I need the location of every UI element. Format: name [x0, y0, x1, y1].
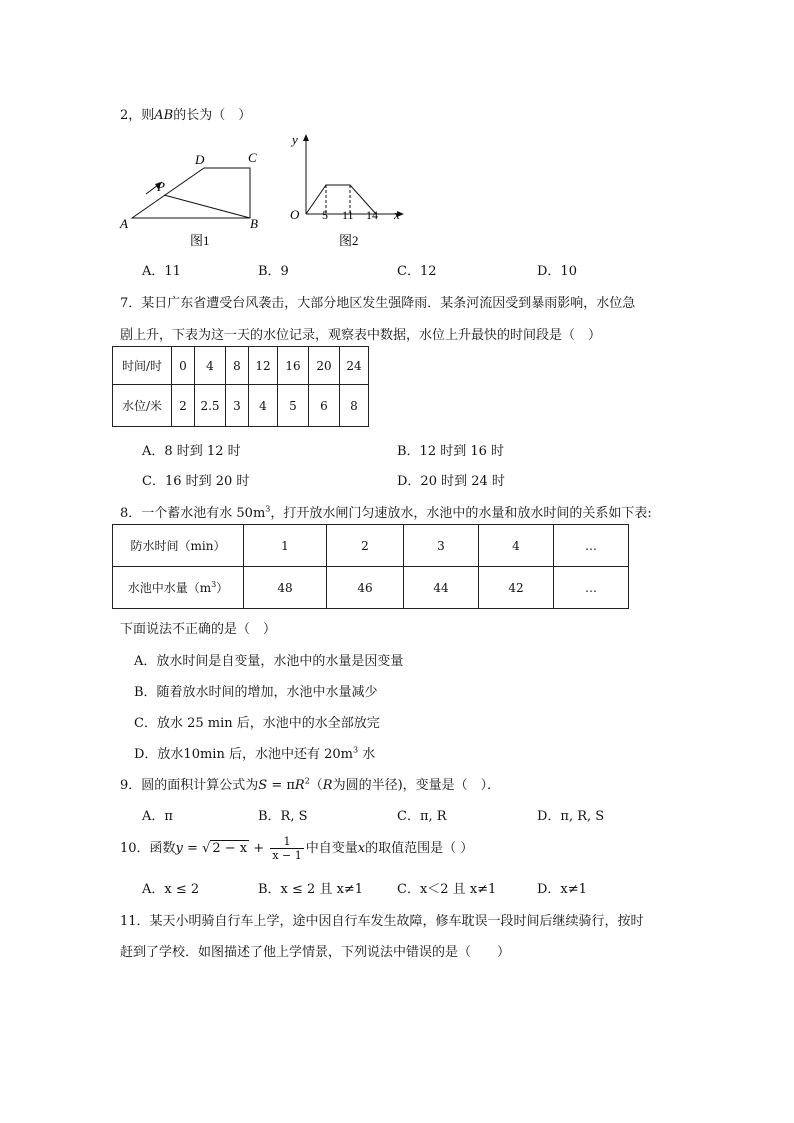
segment-pb — [164, 195, 250, 218]
sqrt-body: 2 − x — [212, 841, 248, 856]
label-p: P — [157, 179, 165, 194]
q10-option-c: C．x＜2 且 x≠1 — [397, 882, 497, 897]
q7-line2: 剧上升，下表为这一天的水位记录，观察表中数据，水位上升最快的时间段是（ ） — [120, 328, 602, 343]
label-b: B — [250, 216, 258, 231]
table-cell: 8 — [340, 385, 369, 427]
q10-option-b: B．x ≤ 2 且 x≠1 — [258, 882, 364, 897]
q10-stem: 10．函数y = √ 2 − x + $\frac{1}{x - 1}$ 中自变量x的取值范围是（ ） — [120, 835, 474, 862]
q6-stem: 2，则AB的长为（ ） — [120, 108, 252, 123]
table-cell: 48 — [244, 567, 327, 609]
label-d: D — [195, 152, 205, 167]
y-axis-arrow — [303, 134, 309, 141]
q10-option-d: D．x≠1 — [537, 882, 587, 897]
table-cell: 时间/时 — [113, 347, 172, 385]
trapezoid-shape — [132, 168, 250, 218]
q7-option-d: D．20 时到 24 时 — [397, 474, 505, 489]
table-cell: 水池中水量$(m^3)$ — [113, 567, 244, 609]
table-cell: 8 — [226, 347, 249, 385]
table-cell: 4 — [479, 525, 554, 567]
fraction: $\frac{1}{x - 1}$ — [272, 835, 302, 862]
q6-option-d: D．10 — [537, 264, 577, 279]
figure-2 — [282, 130, 412, 255]
q8-option-a: A．放水时间是自变量，水池中的水量是因变量 — [134, 654, 404, 669]
table-cell: 46 — [327, 567, 404, 609]
tick-14: 14 — [366, 208, 378, 222]
figure-1 — [110, 140, 280, 255]
table-row — [113, 567, 629, 609]
tick-11: 11 — [342, 208, 354, 222]
q6-option-a: A．11 — [142, 264, 181, 279]
q9-stem: 9．圆的面积计算公式为$S = \pi R^2(R$为圆的半径)，变量是（ ）． — [120, 776, 501, 793]
table-cell: 24 — [340, 347, 369, 385]
table-cell: 4 — [195, 347, 226, 385]
table-cell: 44 — [404, 567, 479, 609]
tick-5: 5 — [322, 208, 328, 222]
fig1-caption: 图1 — [190, 233, 210, 248]
table-cell: 0 — [172, 347, 195, 385]
label-y: y — [292, 132, 298, 147]
q6-option-b: B．9 — [258, 264, 289, 279]
q6-option-c: C．12 — [397, 264, 437, 279]
q11-line1: 11．某天小明骑自行车上学，途中因自行车发生故障，修车耽误一段时间后继续骑行，按时 — [120, 914, 644, 929]
q8-option-d: D．放水10min 后，水池中还有 $20m^3$ 水 — [134, 745, 376, 762]
table-cell: … — [554, 525, 629, 567]
q8-line1: 8．一个蓄水池有水 $50m^3$，打开放水闸门匀速放水，水池中的水量和放水时间的关系如下表: — [120, 504, 652, 521]
table-cell: … — [554, 567, 629, 609]
q8-option-c: C．放水 25 min 后，水池中的水全部放完 — [134, 716, 380, 731]
q8-option-b: B．随着放水时间的增加，水池中水量减少 — [134, 685, 378, 700]
table-cell: 1 — [244, 525, 327, 567]
label-a: A — [120, 216, 128, 231]
sqrt-sign: √ — [202, 841, 211, 856]
q7-line1: 7．某日广东省遭受台风袭击，大部分地区发生强降雨．某条河流因受到暴雨影响，水位急 — [120, 296, 636, 311]
label-x: x — [394, 207, 400, 222]
q9-option-c: C．π, R — [397, 809, 447, 824]
q9-option-d: D．π, R, S — [537, 809, 605, 824]
table-cell: 2 — [327, 525, 404, 567]
table-cell: 3 — [226, 385, 249, 427]
q9-option-a: A．π — [142, 809, 173, 824]
q10-option-a: A．x ≤ 2 — [142, 882, 200, 897]
q9-option-b: B．R, S — [258, 809, 308, 824]
q7-table — [112, 346, 369, 427]
table-cell: 4 — [249, 385, 278, 427]
table-cell: 防水时间（min） — [113, 525, 244, 567]
table-cell: 20 — [309, 347, 340, 385]
q11-line2: 赶到了学校．如图描述了他上学情景，下列说法中错误的是（ ） — [120, 945, 511, 960]
label-c: C — [248, 150, 257, 165]
q8-table — [112, 524, 629, 609]
fig2-caption: 图2 — [339, 233, 359, 248]
table-cell: 6 — [309, 385, 340, 427]
table-cell: 2 — [172, 385, 195, 427]
q7-option-a: A．8 时到 12 时 — [142, 444, 241, 459]
table-cell: 5 — [278, 385, 309, 427]
table-row — [113, 347, 369, 385]
table-cell: 水位/米 — [113, 385, 172, 427]
table-row — [113, 525, 629, 567]
q8-after: 下面说法不正确的是（ ） — [120, 622, 277, 637]
table-cell: 2.5 — [195, 385, 226, 427]
q7-option-b: B．12 时到 16 时 — [397, 444, 505, 459]
table-row — [113, 385, 369, 427]
table-cell: 3 — [404, 525, 479, 567]
table-cell: 16 — [278, 347, 309, 385]
table-cell: 42 — [479, 567, 554, 609]
table-cell: 12 — [249, 347, 278, 385]
q7-option-c: C．16 时到 20 时 — [142, 474, 250, 489]
label-o: O — [290, 207, 300, 222]
